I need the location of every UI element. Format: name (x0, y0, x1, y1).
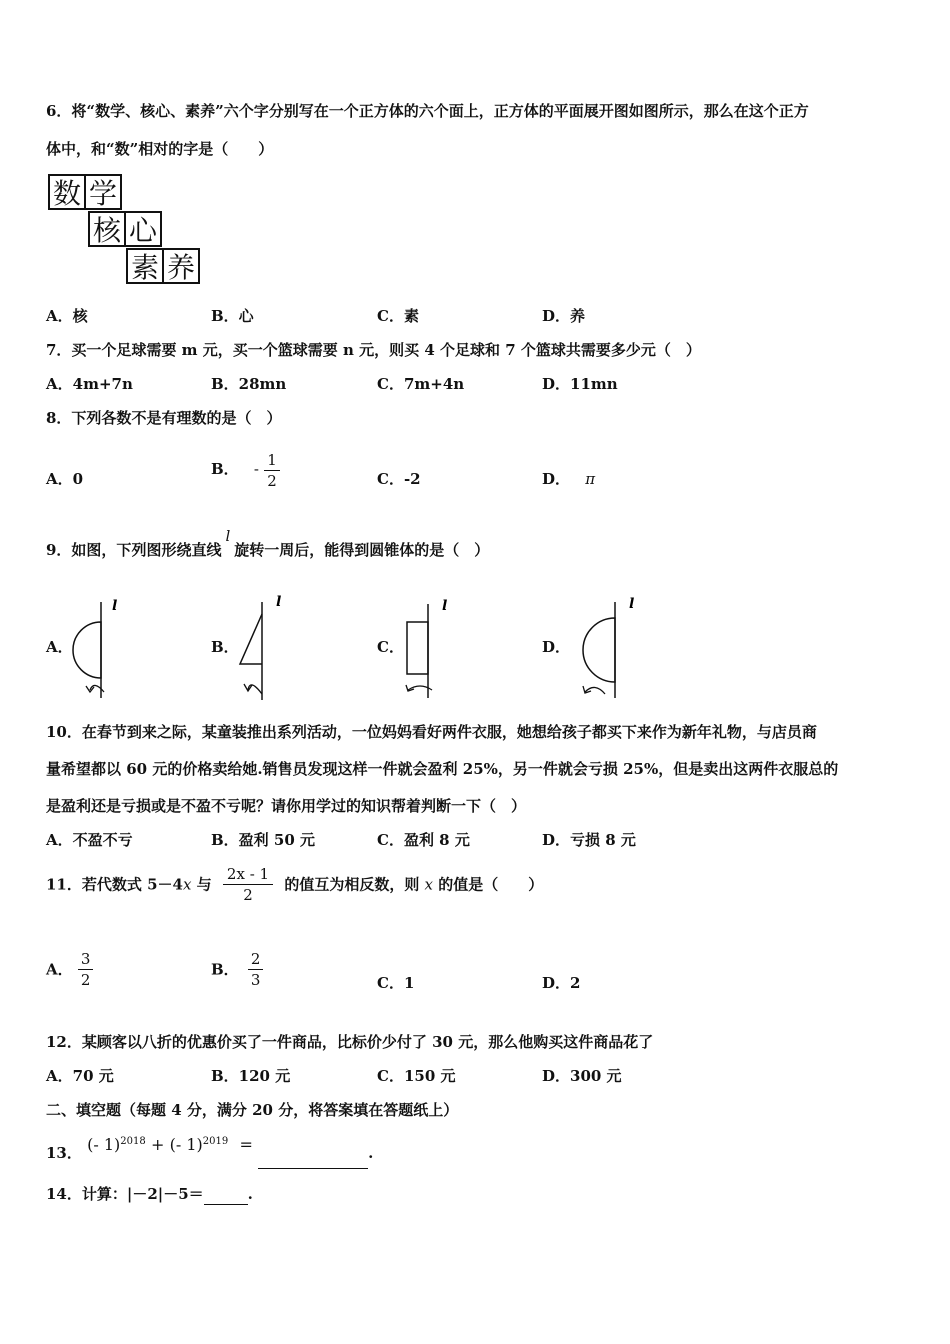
q11-option-c: C．1 (377, 974, 415, 992)
q13-label: 13． (46, 1144, 82, 1162)
q13-end: . (368, 1144, 374, 1162)
q11-option-a (46, 949, 93, 990)
q11-text (46, 864, 543, 905)
q10-line3: 是盈利还是亏损或是不盈不亏呢？请你用学过的知识帮着判断一下（ ） (46, 797, 527, 815)
q8-option-d-label: D． (542, 470, 571, 488)
q10-line1: 10．在春节到来之际，某童装推出系列活动，一位妈妈看好两件衣服，她想给孩子都买下来作为新年礼物，与店员商 (46, 723, 817, 741)
q9-text-before: 9．如图，下列图形绕直线 (46, 541, 222, 559)
q9-option-b-label: B． (211, 638, 239, 656)
q11-option-b-label: B． (211, 960, 239, 979)
q13-equals: = (239, 1135, 253, 1154)
q7-option-c: C．7m+4n (377, 375, 465, 393)
q14-line (46, 1184, 253, 1205)
q9-axis-label-b: l (276, 594, 282, 610)
q10-option-b: B．盈利 50 元 (211, 831, 315, 849)
q11-text-after-1: 的值互为相反数，则 (284, 875, 425, 894)
q8-text: 8．下列各数不是有理数的是（ ） (46, 409, 282, 427)
q9-axis-label-d: l (629, 596, 635, 612)
q13-answer-blank[interactable] (258, 1138, 368, 1169)
q12-option-d: D．300 元 (542, 1067, 622, 1085)
q13-base-2: (- 1) (169, 1135, 203, 1154)
q6-option-b: B．心 (211, 307, 254, 325)
q12-option-a: A．70 元 (46, 1067, 114, 1085)
net-cell-5: 素 (126, 248, 164, 284)
q13-line (46, 1127, 373, 1169)
q14-end: . (247, 1185, 253, 1203)
q8-option-d (542, 469, 595, 489)
q9-figure-d (565, 592, 645, 704)
q8-option-b-denominator: 2 (267, 471, 277, 490)
q12-text: 12．某顾客以八折的优惠价买了一件商品，比标价少付了 30 元，那么他购买这件商品花了 (46, 1033, 654, 1051)
q11-option-b-denominator: 3 (250, 971, 261, 989)
q9-option-a-label: A． (46, 638, 73, 656)
q10-option-c: C．盈利 8 元 (377, 831, 470, 849)
q11-fraction (223, 864, 273, 905)
q12-option-c: C．150 元 (377, 1067, 456, 1085)
q10-line2: 量希望都以 60 元的价格卖给她.销售员发现这样一件就会盈利 25%，另一件就会亏损 25%，但是卖出这两件衣服总的 (46, 760, 839, 778)
q8-option-c: C．-2 (377, 470, 421, 488)
q6-option-d: D．养 (542, 307, 586, 325)
q11-fraction-denominator: 2 (243, 886, 253, 904)
q8-option-b-fraction (264, 450, 280, 491)
net-cell-4: 心 (124, 211, 162, 247)
q11-option-b-fraction (248, 949, 264, 990)
q11-text-x: x (182, 875, 192, 894)
q7-option-a: A．4m+7n (46, 375, 133, 393)
q12-option-b: B．120 元 (211, 1067, 291, 1085)
q13-exponent-2: 2019 (202, 1136, 229, 1147)
q9-figure-c (400, 594, 460, 704)
q11-text-before: 11．若代数式 5－4 (46, 875, 183, 894)
q10-option-a: A．不盈不亏 (46, 831, 133, 849)
net-cell-3: 核 (88, 211, 126, 247)
q9-option-c-label: C． (377, 638, 404, 656)
q8-option-b-sign: - (253, 460, 259, 478)
q7-option-b: B．28mn (211, 375, 287, 393)
section-2-title: 二、填空题（每题 4 分，满分 20 分，将答案填在答题纸上） (46, 1101, 459, 1119)
q7-option-d: D．11mn (542, 375, 618, 393)
q6-option-a: A．核 (46, 307, 88, 325)
q9-axis-label-a: l (112, 598, 118, 614)
q14-answer-blank[interactable] (204, 1184, 248, 1205)
q11-text-x2: x (424, 875, 434, 894)
q8-option-b-label: B． (211, 460, 239, 478)
q8-option-a: A．0 (46, 470, 84, 488)
q8-option-d-pi: π (585, 470, 596, 488)
q9-text (46, 527, 490, 560)
q11-fraction-numerator: 2x - 1 (223, 864, 273, 885)
q11-option-a-fraction (78, 949, 94, 990)
q9-figure-a (70, 594, 130, 704)
q13-exponent-1: 2018 (120, 1136, 146, 1147)
q7-text: 7．买一个足球需要 m 元，买一个篮球需要 n 元，则买 4 个足球和 7 个篮球共需要多少元（ ） (46, 341, 701, 359)
q10-option-d: D．亏损 8 元 (542, 831, 636, 849)
net-cell-2: 学 (84, 174, 122, 210)
q9-axis-label-c: l (442, 598, 448, 614)
net-cell-6: 养 (162, 248, 200, 284)
cube-net-figure (48, 174, 208, 288)
q6-line1: 6．将“数学、核心、素养”六个字分别写在一个正方体的六个面上，正方体的平面展开图如图所示，那么在这个正方 (46, 102, 809, 120)
q9-text-after: 旋转一周后，能得到圆锥体的是（ ） (234, 541, 490, 559)
q13-base-1: (- 1) (87, 1135, 121, 1154)
q11-option-a-label: A． (46, 960, 73, 979)
q9-figure-b (232, 594, 292, 704)
q11-text-after-2: 的值是（ ） (433, 875, 544, 894)
q6-line2: 体中，和“数”相对的字是（ ） (46, 140, 274, 158)
q11-option-a-denominator: 2 (80, 971, 91, 989)
net-cell-1: 数 (48, 174, 86, 210)
q11-option-d: D．2 (542, 974, 581, 992)
q11-text-mid: 与 (191, 875, 212, 894)
q11-option-b (211, 949, 263, 990)
q11-option-a-numerator: 3 (78, 949, 94, 970)
q11-option-b-numerator: 2 (248, 949, 264, 970)
q13-plus: + (150, 1135, 165, 1154)
q8-option-b-numerator: 1 (264, 450, 280, 471)
q14-text: 14．计算：|－2|－5＝ (46, 1185, 204, 1203)
q8-option-b (211, 447, 280, 491)
q9-option-d-label: D． (542, 638, 571, 656)
q6-option-c: C．素 (377, 307, 419, 325)
q9-text-var: l (225, 527, 231, 545)
